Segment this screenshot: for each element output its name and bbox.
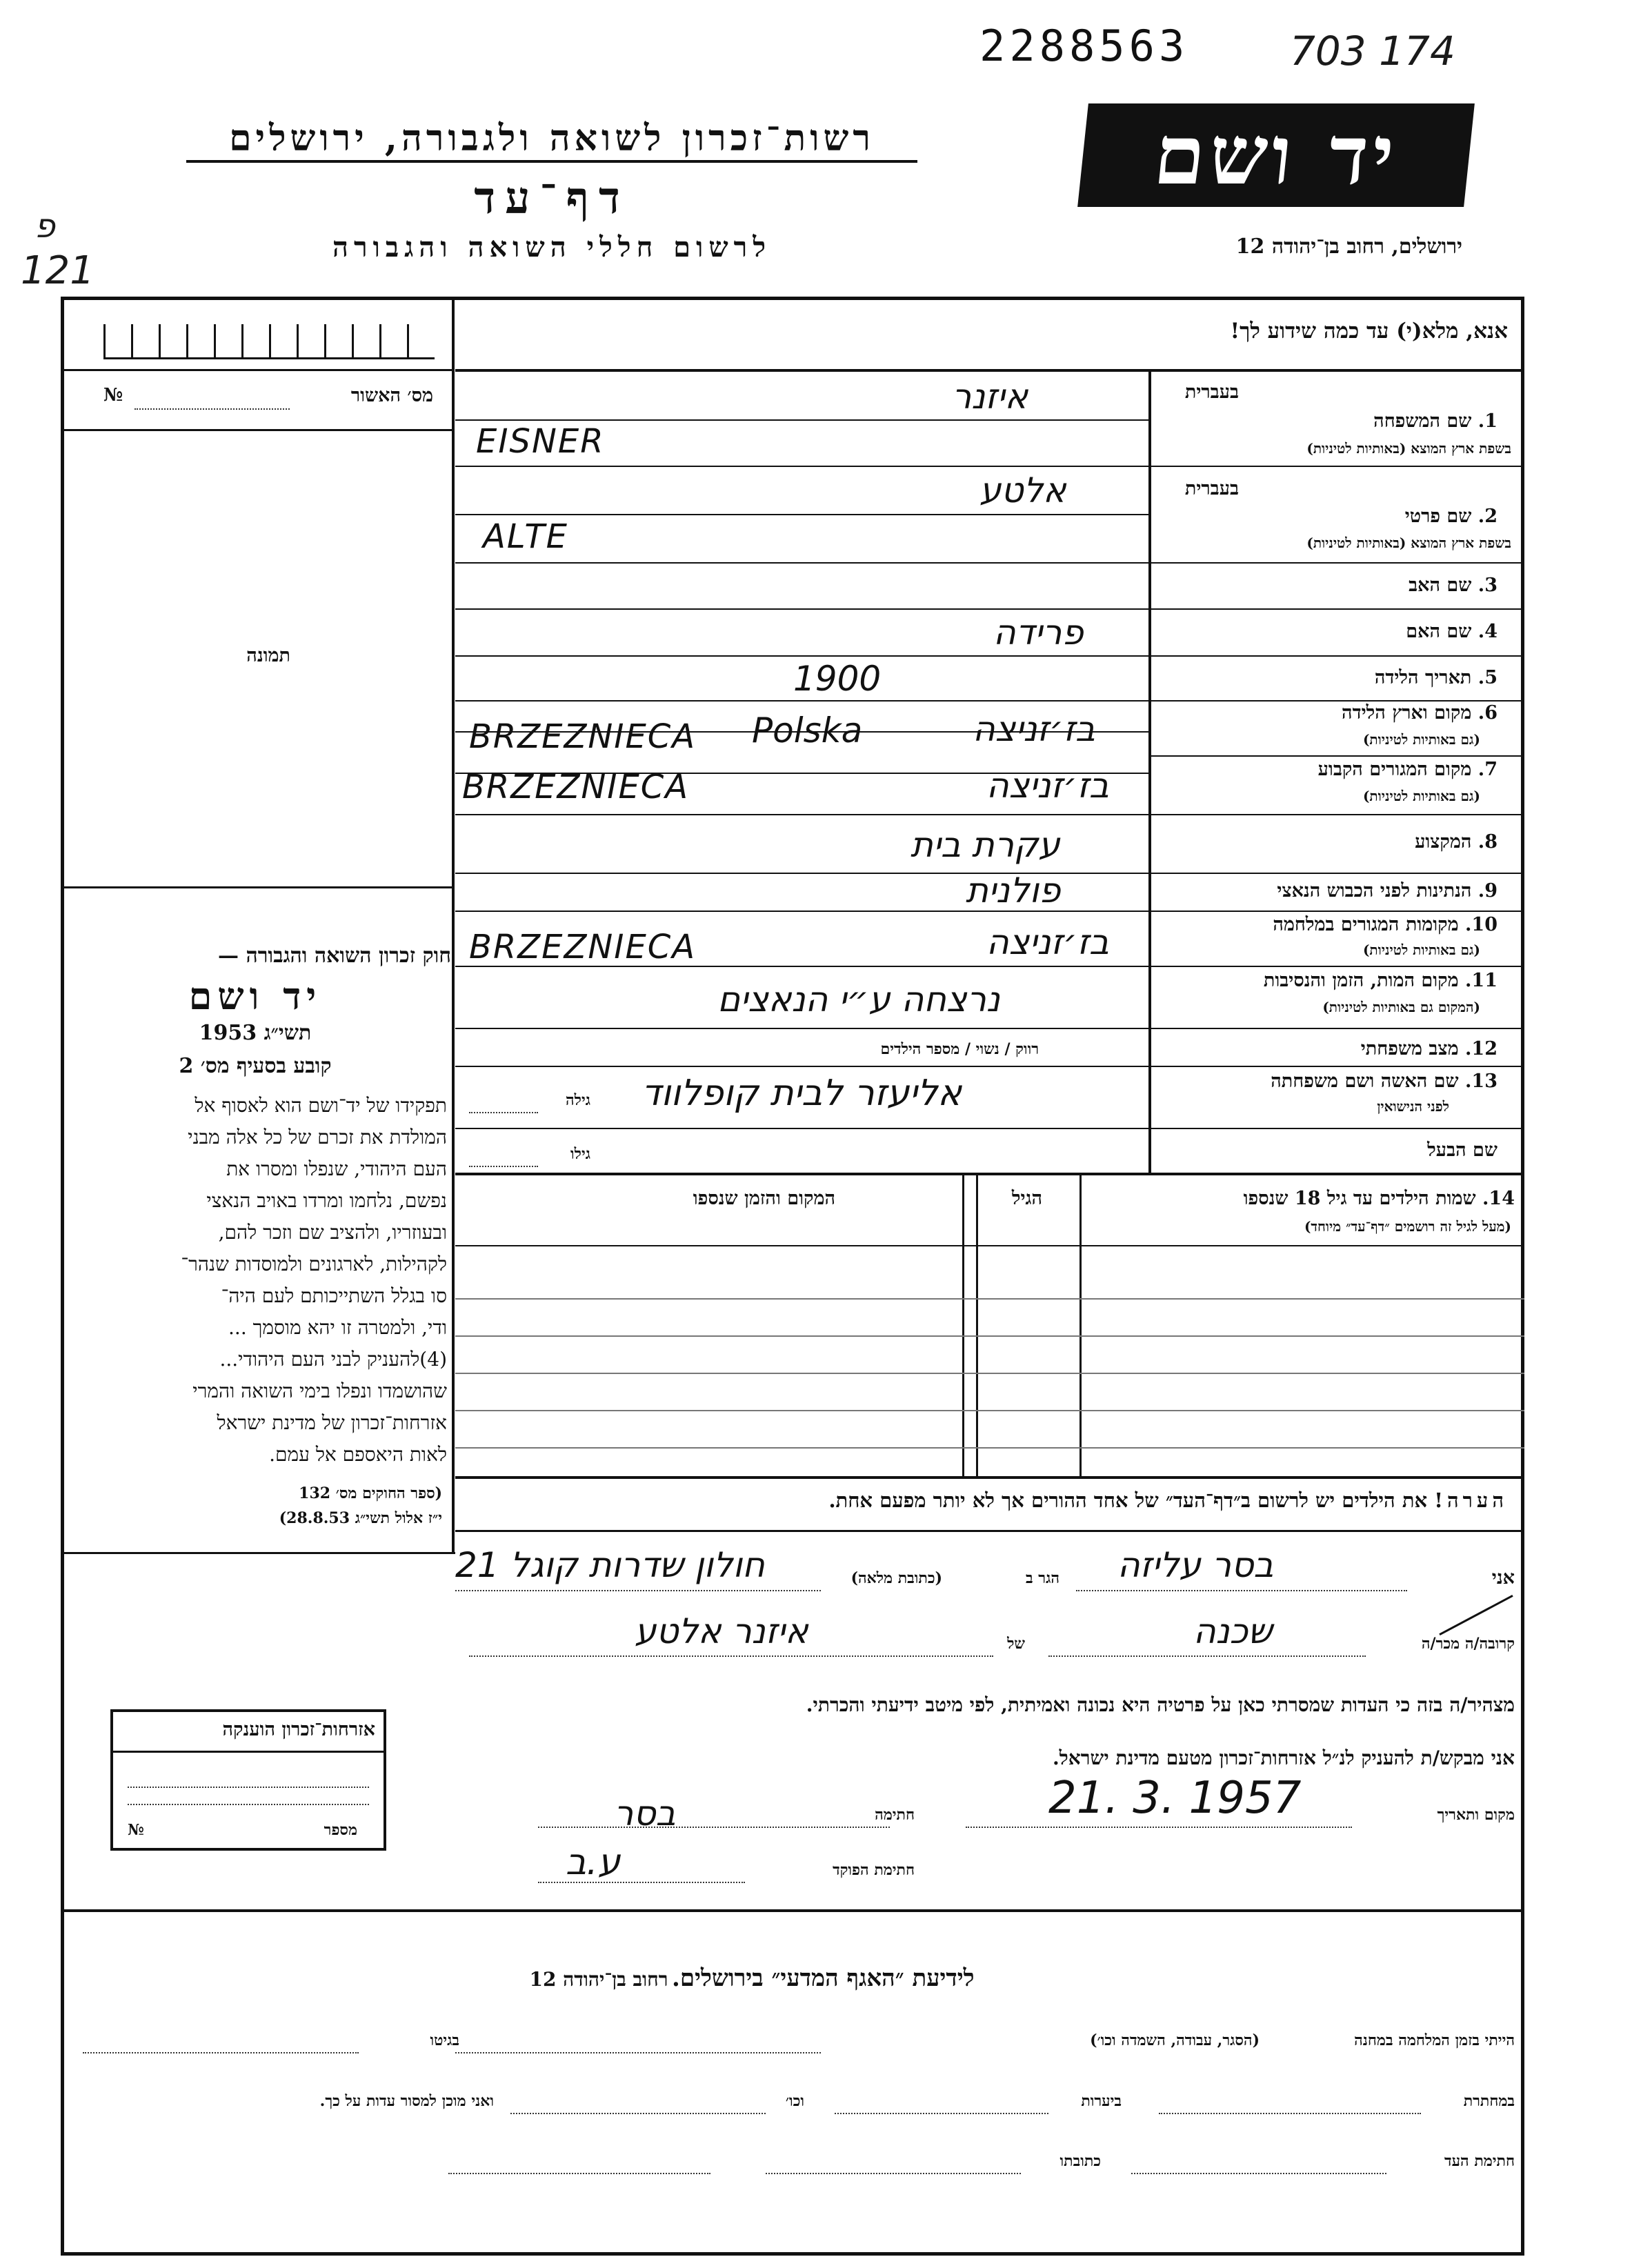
profession-value[interactable]: עקרת בית bbox=[910, 825, 1060, 865]
declaration-statement: מצהיר/ה בזה כי העדות שמסרתי כאן על פרטיה היא נכונה ואמיתית, לפי מיטב ידיעתי והכרתי. bbox=[806, 1693, 1515, 1716]
witness-address-field[interactable] bbox=[766, 2173, 1021, 2174]
note-row bbox=[828, 1489, 1508, 1513]
approval-number-field[interactable] bbox=[135, 408, 290, 410]
field-8-label: 8. המקצוע bbox=[1415, 831, 1497, 853]
field-1-label: 1. שם המשפחה bbox=[1373, 410, 1497, 432]
info-line2-mid2: וכו׳ bbox=[785, 2092, 804, 2110]
wartime-residence-latin[interactable]: BRZEZNIECA bbox=[469, 928, 697, 966]
relation-value[interactable]: שכנה bbox=[1193, 1611, 1273, 1651]
org-line: רשות־זכרון לשואה ולגבורה, ירושלים bbox=[229, 117, 875, 159]
field-9-label: 9. הנתינות לפני הכבוש הנאצי bbox=[1277, 880, 1497, 902]
field-10-sub: (גם באותיות לטיניות) bbox=[1362, 942, 1480, 958]
info-line1-end: בגיטו bbox=[430, 2031, 459, 2049]
law-heading: חוק זכרון השואה והגבורה — bbox=[218, 944, 451, 968]
field-7-label: 7. מקום המגורים הקבוע bbox=[1317, 759, 1497, 780]
field-10-label: 10. מקומות המגורים במלחמה bbox=[1273, 914, 1497, 935]
citizenship-box-title: אזרחות־זכרון הוענקה bbox=[222, 1719, 375, 1740]
wife-age-field[interactable] bbox=[469, 1112, 538, 1113]
field-1-sub: בשפת ארץ המוצא (באותיות לטיניות) bbox=[1306, 440, 1511, 457]
signature-value[interactable]: בסר bbox=[614, 1793, 676, 1833]
law-line: העם היהודי, שנפלו ומסרו את bbox=[226, 1157, 447, 1180]
children-label: 14. שמות הילדים עד גיל 18 שנספו bbox=[1243, 1188, 1515, 1209]
age-header: הגיל bbox=[1011, 1188, 1042, 1209]
children-sub: (מעל לגיל זה רושמים ״דף־עד״ מיוחד) bbox=[1304, 1218, 1511, 1235]
law-year: תשי״ג 1953 bbox=[199, 1021, 312, 1045]
law-line: שהושמדו ונפלו בימי השואה והמרי bbox=[192, 1380, 447, 1402]
citizenship-value[interactable]: פולנית bbox=[966, 871, 1061, 911]
mother-name-value[interactable]: פרידה bbox=[993, 613, 1084, 653]
officer-signature-value[interactable]: ע.ב bbox=[566, 1842, 621, 1883]
place-header: המקום והזמן שנספו bbox=[693, 1188, 835, 1209]
address-label: (כתובת מלאה) bbox=[850, 1569, 942, 1587]
approval-label: מס׳ האשור bbox=[350, 385, 433, 406]
field-5-label: 5. תאריך הלידה bbox=[1374, 667, 1497, 688]
info-address: רחוב בן־יהודה 12 bbox=[529, 1968, 668, 1991]
law-line: לקהילות, לארגונים ולמוסדות שנהר־ bbox=[181, 1253, 447, 1275]
margin-note-top: פ bbox=[34, 207, 55, 246]
org-underline bbox=[186, 160, 917, 163]
children-rows[interactable] bbox=[455, 1262, 1524, 1469]
birth-date-value[interactable]: 1900 bbox=[793, 659, 882, 699]
field-2-label: 2. שם פרטי bbox=[1404, 506, 1497, 527]
law-line: לאות היאספם אל עמם. bbox=[269, 1443, 447, 1466]
form-subtitle: לרשום חללי השואה והגבורה bbox=[332, 231, 772, 263]
resides-label: הגר ב bbox=[1026, 1569, 1059, 1587]
yad-vashem-logo bbox=[1077, 103, 1475, 207]
law-line: (4)להעניק לבני העם היהודי... bbox=[219, 1348, 447, 1371]
witness-address-label: כתובתו bbox=[1059, 2152, 1101, 2170]
field-6-sub: (גם באותיות לטיניות) bbox=[1362, 731, 1480, 748]
info-line1-options: (הסגר, עבודה, השמדה וכו׳) bbox=[1090, 2031, 1260, 2049]
law-line: ובעוזריו, ולהציב שם וזכר להם, bbox=[218, 1221, 447, 1244]
witness-signature-field[interactable] bbox=[1131, 2173, 1386, 2174]
law-clause: קובע בסעיף מס׳ 2 bbox=[179, 1054, 332, 1078]
field-12-label: 12. מצב משפחתי bbox=[1360, 1038, 1497, 1060]
wartime-residence-hebrew[interactable]: בז׳זניצה bbox=[986, 922, 1109, 962]
citizenship-number-label: מספר bbox=[324, 1821, 357, 1839]
field-4-label: 4. שם האם bbox=[1406, 621, 1497, 642]
address: ירושלים, רחוב בן־יהודה 12 bbox=[1235, 235, 1462, 259]
place-date-label: מקום ותאריך bbox=[1437, 1806, 1515, 1824]
law-source-1: (ספר החוקים מס׳ 132 bbox=[299, 1484, 442, 1502]
of-value[interactable]: איזנר אלטע bbox=[635, 1611, 808, 1651]
law-line: נפשם, נלחמו ומרדו באויב הנאצי bbox=[206, 1189, 447, 1212]
wife-age-label: גילה bbox=[566, 1091, 590, 1109]
field-11-sub: (המקום גם באותיות לטיניות) bbox=[1322, 999, 1480, 1015]
citizenship-request: אני מבקש/ת להעניק לנ״ל אזרחות־זכרון מטעם מדינת ישראל. bbox=[1052, 1747, 1515, 1769]
info-line2-mid1: ביערות bbox=[1081, 2092, 1122, 2110]
approval-number-ticks bbox=[103, 324, 435, 359]
birth-place-latin[interactable]: BRZEZNIECA bbox=[469, 717, 697, 756]
husband-name-label: שם הבעל bbox=[1427, 1140, 1497, 1161]
of-label: של bbox=[1007, 1635, 1025, 1653]
husband-age-label: גילו bbox=[570, 1145, 590, 1163]
law-line: אזרחות־זכרון של מדינת ישראל bbox=[217, 1411, 447, 1434]
info-heading: לידיעת ״האגף המדעי״ בירושלים. bbox=[672, 1964, 975, 1992]
field-2-sub: בשפת ארץ המוצא (באותיות לטיניות) bbox=[1306, 535, 1511, 551]
residence-latin[interactable]: BRZEZNIECA bbox=[462, 768, 690, 806]
birth-place-hebrew[interactable]: בז׳זניצה bbox=[973, 709, 1095, 749]
handwritten-reference: 703 174 bbox=[1290, 28, 1455, 74]
info-line1-label: הייתי בזמן המלחמה במחנה bbox=[1354, 2031, 1515, 2049]
info-heading-row bbox=[276, 1964, 1228, 1992]
wife-name-value[interactable]: אליעזר לבית קופלווד bbox=[641, 1073, 962, 1114]
field-11-label: 11. מקום המות, הזמן והנסיבות bbox=[1263, 970, 1497, 991]
law-body bbox=[69, 1090, 447, 1471]
field-2-hebrew-tag: בעברית bbox=[1184, 478, 1239, 499]
photo-label: תמונה bbox=[246, 645, 290, 666]
first-name-latin[interactable]: ALTE bbox=[483, 517, 568, 556]
first-name-hebrew[interactable]: אלטע bbox=[979, 470, 1066, 510]
death-place-value[interactable]: נרצחה ע״י הנאצים bbox=[717, 979, 1000, 1019]
signature-label: חתימה bbox=[875, 1806, 915, 1824]
husband-age-field[interactable] bbox=[469, 1166, 538, 1167]
declarant-i-label: אני bbox=[1491, 1567, 1515, 1589]
residence-hebrew[interactable]: בז׳זניצה bbox=[986, 766, 1109, 806]
relation-label: קרובה/ה מכר/ה bbox=[1421, 1635, 1515, 1653]
info-line2-end: ואני מוכן למסור עדות על כך. bbox=[319, 2092, 494, 2110]
field-7-sub: (גם באותיות לטיניות) bbox=[1362, 788, 1480, 804]
marital-options: רווק / נשוי / מספר הילדים bbox=[880, 1040, 1039, 1058]
law-title: יד ושם bbox=[188, 974, 322, 1018]
info-line2-start: במחתרת bbox=[1463, 2092, 1515, 2110]
top-instruction: אנא, מלא(י) עד כמה שידוע לך! bbox=[1230, 319, 1508, 344]
birth-country-value[interactable]: Polska bbox=[752, 710, 863, 750]
citizenship-no-mark: № bbox=[128, 1821, 144, 1839]
family-name-latin[interactable]: EISNER bbox=[476, 422, 605, 461]
law-source-2: י״ז אלול תשי״ג 28.8.53) bbox=[279, 1509, 442, 1527]
declarant-name-value[interactable]: בסר עליזה bbox=[1117, 1545, 1274, 1585]
serial-number: 2288563 bbox=[979, 21, 1189, 71]
field-6-label: 6. מקום וארץ הלידה bbox=[1342, 702, 1497, 724]
field-3-label: 3. שם האב bbox=[1409, 575, 1497, 596]
family-name-hebrew[interactable]: איזנר bbox=[952, 377, 1028, 417]
field-1-hebrew-tag: בעברית bbox=[1184, 381, 1239, 403]
declarant-address-value[interactable]: חולון שדרות קוגל 21 bbox=[455, 1545, 765, 1585]
law-line: ודי, ולמטרה זו יהא מוסמך ... bbox=[228, 1316, 447, 1339]
form-title: דף־עד bbox=[474, 172, 630, 224]
date-value[interactable]: 21. 3. 1957 bbox=[1048, 1773, 1302, 1824]
law-line: סו בגלל השתייכותם לעם היה־ bbox=[221, 1284, 447, 1307]
officer-signature-label: חתימת הפוקד bbox=[833, 1861, 915, 1879]
field-13-sub: לפני הנישואין bbox=[1377, 1098, 1449, 1115]
logo-text: יד ושם bbox=[1149, 107, 1403, 203]
note-label: הערה! bbox=[1434, 1489, 1508, 1512]
margin-note-bottom: 121 bbox=[21, 248, 94, 293]
law-line: תפקידו של יד־ושם הוא לאסוף אל bbox=[195, 1094, 447, 1117]
note-text: את הילדים יש לרשום ב״דף־העד״ של אחד ההורים אך לא יותר מפעם אחת. bbox=[828, 1489, 1428, 1512]
approval-no-mark: № bbox=[103, 385, 123, 406]
witness-signature-label: חתימת העד bbox=[1444, 2152, 1515, 2170]
field-13-label: 13. שם האשה ושם משפחתה bbox=[1271, 1071, 1497, 1092]
law-line: המולדת את זכרם של כל אלה מבני bbox=[188, 1126, 447, 1148]
